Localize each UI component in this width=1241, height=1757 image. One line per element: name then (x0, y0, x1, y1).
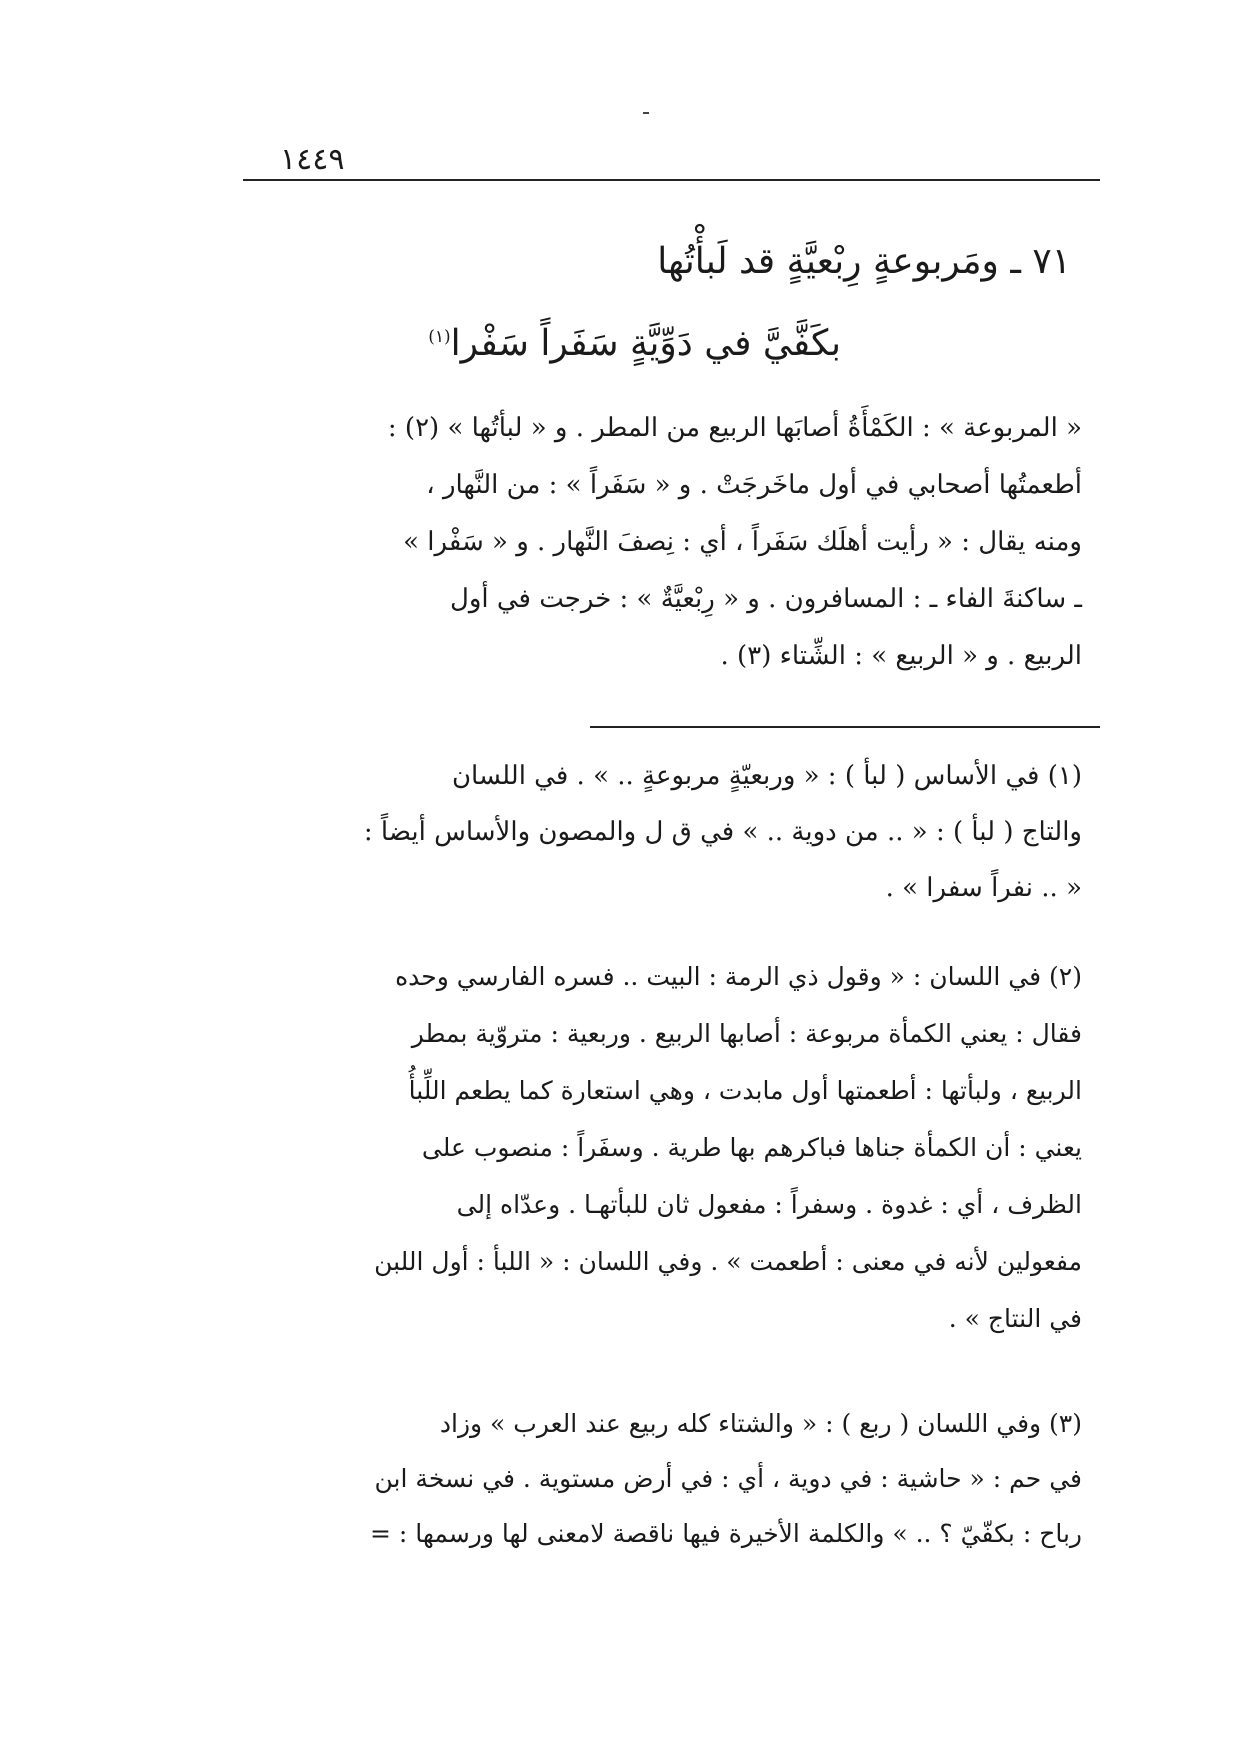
footnote-line: (٢) في اللسان : « وقول ذي الرمة : البيت .. فسره الفارسي وحده (395, 962, 1082, 991)
footnote-1 (262, 748, 1082, 916)
page-number: ١٤٤٩ (280, 142, 345, 177)
footnote-line: (٣) وفي اللسان ( ربع ) : « والشتاء كله ربيع عند العرب » وزاد (439, 1409, 1082, 1438)
commentary-line: ـ ساكنةَ الفاء ـ : المسافرون . و « رِبْعيَّةٌ » : خرجت في أول (449, 584, 1082, 614)
verse-line-2-text: بكَفَّيَّ في دَوِّيَّةٍ سَفَراً سَفْرا (450, 323, 841, 364)
commentary-line: « المربوعة » : الكَمْأَةُ أصابَها الربيع من المطر . و « لبأتُها » (٢) : (387, 413, 1082, 443)
footnote-line: والتاج ( لبأ ) : « .. من دوية .. » في ق ل والمصون والأساس أيضاً : (363, 817, 1082, 847)
header-rule (243, 179, 1100, 181)
footnote-line: « .. نفراً سفرا » . (885, 873, 1082, 903)
commentary-line: ومنه يقال : « رأيت أهلَك سَفَراً ، أي : نِصفَ النَّهار . و « سَفْرا » (403, 527, 1082, 557)
footnote-line: في حم : « حاشية : في دوية ، أي : في أرض مستوية . في نسخة ابن (374, 1464, 1082, 1493)
footnote-line: رباح : بكفّيّ ؟ .. » والكلمة الأخيرة فيها ناقصة لامعنى لها ورسمها : = (370, 1519, 1082, 1548)
commentary-line: أطعمتُها أصحابي في أول ماخَرجَتْ . و « سَفَراً » : من النَّهار ، (426, 470, 1082, 500)
footnote-line: الظرف ، أي : غدوة . وسفراً : مفعول ثان للبأتهـا . وعدّاه إلى (456, 1190, 1082, 1219)
footnote-line: يعني : أن الكمأة جناها فباكرهم بها طرية . وسفَراً : منصوب على (421, 1133, 1082, 1162)
footnote-line: في النتاج » . (948, 1304, 1082, 1333)
footnote-line: (١) في الأساس ( لبأ ) : « وربعيّةٍ مربوعةٍ .. » . في اللسان (451, 761, 1082, 791)
footnote-line: الربيع ، ولبأتها : أطعمتها أول مابدت ، وهي استعارة كما يطعم اللِّبأُ (408, 1076, 1082, 1105)
footnote-3 (262, 1396, 1082, 1561)
verse-footnote-ref: (١) (428, 327, 451, 347)
verse-line-1-text: ٧١ ـ ومَربوعةٍ رِبْعيَّةٍ قد لَبأْتُها (657, 241, 1071, 282)
commentary-paragraph (262, 400, 1082, 685)
footnote-2 (262, 948, 1082, 1347)
verse-line-1 (657, 236, 1071, 288)
commentary-line: الربيع . و « الربيع » : الشِّتاء (٣) . (720, 641, 1082, 671)
scan-speck (643, 112, 649, 114)
footnote-line: فقال : يعني الكمأة مربوعة : أصابها الربيع . وربعية : متروّية بمطر (411, 1019, 1082, 1048)
verse-line-2 (428, 318, 841, 370)
footnote-line: مفعولين لأنه في معنى : أطعمت » . وفي اللسان : « اللبأ : أول اللبن (374, 1247, 1082, 1276)
footnote-separator (590, 726, 1100, 728)
